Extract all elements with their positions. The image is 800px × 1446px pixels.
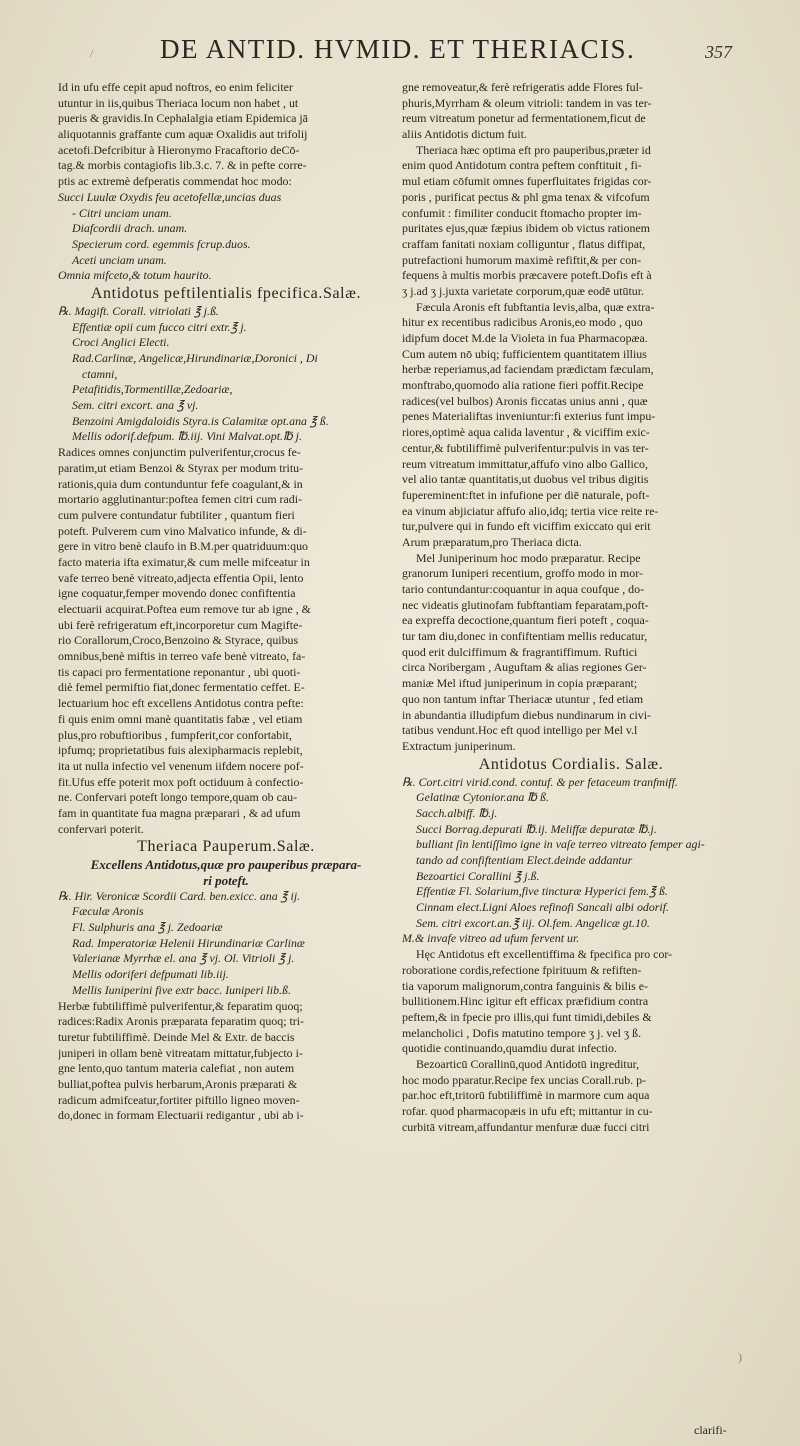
text-line: juniperi in ollam benè vitreatam mittatur,fubjecto i- bbox=[58, 1045, 303, 1060]
text-line: Specierum cord. egemmis fcrup.duos. bbox=[72, 236, 251, 251]
text-line: maniæ Mel iftud juniperinum in copia præparant; bbox=[402, 676, 638, 691]
text-line: reum vitreatum ponetur ad fermentationem,ficut de bbox=[402, 111, 646, 126]
text-line: putrefactioni humorum maximè refiftit,& per con- bbox=[402, 252, 642, 267]
text-line: Sacch.albiff. ℔.j. bbox=[416, 805, 498, 820]
text-line: aliquotannis graffante cum aquæ Oxalidis aut trifolij bbox=[58, 127, 308, 142]
text-line: ea vinum abjiciatur affufo alio,idq; tertia vice reite re- bbox=[402, 503, 659, 518]
text-line: granorum Iuniperi recentium, groffo modo in mor- bbox=[402, 566, 643, 581]
text-line: Mellis odorif.defpum. ℔.iij. Vini Malvat.opt.℔ j. bbox=[72, 429, 302, 444]
section-heading: ri poteft. bbox=[203, 873, 249, 888]
text-line: quod erit dulciffimum & fragrantiffimum. Ruftici bbox=[402, 644, 638, 659]
text-line: ita ut nulla infectio vel venenum iifdem nocere pof- bbox=[58, 758, 304, 773]
text-line: ℞. Cort.citri virid.cond. contuf. & per fetaceum tranfmiff. bbox=[402, 774, 678, 789]
text-line: Hęc Antidotus eft excellentiffima & fpecifica pro cor- bbox=[416, 947, 673, 962]
section-heading: Excellens Antidotus,quæ pro pauperibus præpara- bbox=[90, 857, 362, 873]
text-line: ctamni, bbox=[82, 366, 118, 381]
text-line: Radices omnes conjunctim pulverifentur,crocus fe- bbox=[58, 445, 301, 460]
text-line: poteft. Pulverem cum vino Malvatico infunde, & di- bbox=[58, 523, 307, 538]
text-line: hoc modo pparatur.Recipe fex uncias Corall.rub. p- bbox=[402, 1072, 647, 1087]
text-line: craffam fanitati noxiam colliguntur , flatus diffipat, bbox=[402, 236, 646, 251]
text-line: enim quod Antidotum contra peftem conftituit , fi- bbox=[402, 158, 642, 173]
text-line: quo non tantum inftar Theriacæ utuntur , fed etiam bbox=[402, 691, 644, 706]
text-line: plus,pro robuftioribus , fumpferit,cor confortabit, bbox=[58, 727, 292, 742]
text-line: Cinnam elect.Ligni Aloes refinofi Sancali albi odorif. bbox=[416, 900, 669, 915]
text-line: mul etiam cōfumit omnes fuperfluitates frigidas cor- bbox=[402, 174, 652, 189]
text-line: fupereminent:ftet in infufione per diē naturale, poft- bbox=[402, 487, 650, 502]
text-line: Aceti unciam unam. bbox=[72, 252, 167, 267]
text-line: Valerianæ Myrrhæ el. ana ℥ vj. Ol. Vitrioli ℥ j. bbox=[72, 951, 295, 966]
text-line: Id in ufu effe cepit apud noftros, eo enim feliciter bbox=[58, 80, 293, 94]
text-line: herbæ reperiamus,ad faciendam prædictam fæculam, bbox=[402, 362, 654, 377]
text-line: Mellis Iuniperini five extr bacc. Iuniperi lib.ß. bbox=[72, 982, 291, 997]
text-line: vafe terreo benè vitreato,adjecta effentia Opii, lento bbox=[58, 570, 304, 585]
text-line: Bezoarticū Corallinū,quod Antidotū ingreditur, bbox=[416, 1056, 640, 1071]
text-line: ℞. Magift. Corall. vitriolati ℥ j.ß. bbox=[58, 303, 219, 318]
text-line: ℞. Hir. Veronicæ Scordii Card. ben.exicc. ana ℥ ij. bbox=[58, 888, 301, 903]
text-line: tario contundantur:coquantur in aqua coufque , do- bbox=[402, 582, 645, 596]
text-line: ipfumq; proprietatibus fuis alexipharmacis replebit, bbox=[58, 743, 303, 758]
text-line: Mel Juniperinum hoc modo præparatur. Recipe bbox=[416, 550, 641, 565]
text-line: Fl. Sulphuris ana ℥ j. Zedoariæ bbox=[72, 920, 223, 935]
text-line: Rad.Carlinæ, Angelicæ,Hirundinariæ,Doronici , Di bbox=[72, 351, 318, 365]
text-line: - Citri unciam unam. bbox=[72, 205, 172, 220]
text-line: idipfum docet M.de la Violeta in fua Pharmacopæa. bbox=[402, 331, 648, 345]
text-line: peftem,& in fpecie pro illis,qui funt timidi,debiles & bbox=[402, 1009, 652, 1024]
text-line: ʒ j.ad ʒ j.juxta varietate corporum,quæ eodē utūtur. bbox=[402, 283, 645, 298]
text-line: Succi Luulæ Oxydis feu acetofellæ,uncias duas bbox=[58, 189, 282, 204]
section-heading: Antidotus peftilentialis fpecifica.Salæ. bbox=[90, 284, 362, 302]
text-line: confumit : fimiliter conducit ftomacho propter im- bbox=[402, 205, 642, 220]
text-line: tag.& morbis contagiofis lib.3.c. 7. & in pefte corre- bbox=[58, 158, 307, 173]
text-line: Herbæ fubtiliffimè pulverifentur,& feparatim quoq; bbox=[58, 998, 303, 1013]
text-line: circa Noribergam , Auguftam & alias regiones Ger- bbox=[402, 660, 647, 675]
left-column bbox=[58, 80, 394, 1124]
text-line: tur tam diu,donec in confiftentiam mellis reducatur, bbox=[402, 629, 648, 644]
catchword: clarifi- bbox=[694, 1423, 727, 1437]
text-line: hitur ex recentibus radicibus Aronis,eo modo , quo bbox=[402, 315, 643, 330]
text-line: tando ad confiftentiam Elect.deinde addantur bbox=[416, 853, 633, 867]
text-line: phuris,Myrrham & oleum vitrioli: tandem in vas ter- bbox=[402, 95, 652, 110]
section-heading: Antidotus Cordialis. Salæ. bbox=[478, 755, 664, 773]
text-line: Fæculæ Aronis bbox=[72, 904, 144, 919]
text-line: poris , purificat pectus & phl gma tenax & vifcofum bbox=[402, 189, 650, 204]
text-line: ubi ferè refrigeratum eft,incorporetur cum Magifte- bbox=[58, 617, 303, 632]
text-line: gere in vitro benè claufo in B.M.per quatriduum:quo bbox=[58, 539, 308, 554]
text-line: tis capaci pro fermentatione reponantur , ubi quoti- bbox=[58, 664, 301, 679]
text-line: fequens à multis morbis præcavere poteft.Dofis eft à bbox=[402, 268, 652, 283]
text-line: puritates ejus,quæ fæpius ibidem ob victus rationem bbox=[402, 221, 651, 236]
text-line: roboratione cordis,refectione fpirituum & refiften- bbox=[402, 962, 642, 977]
text-line: monftrabo,quomodo alia ratione fieri poffit.Recipe bbox=[402, 378, 644, 393]
text-line: gne removeatur,& ferè refrigeratis adde Flores ful- bbox=[402, 80, 643, 94]
text-line: radicum admifceatur,fortiter piftillo ligneo moven- bbox=[58, 1092, 300, 1107]
text-line: Mellis odoriferi defpumati lib.iij. bbox=[72, 967, 229, 982]
text-line: Petafitidis,Tormentillæ,Zedoariæ, bbox=[72, 382, 233, 397]
text-line: tia vaporum malignorum,contra fanguinis & bilis e- bbox=[402, 978, 649, 993]
text-line: lectuarium hoc eft excellens Antidotus contra pefte: bbox=[58, 696, 304, 711]
text-line: Croci Anglici Electi. bbox=[72, 335, 170, 350]
text-line: do,donec in formam Electuarii redigantur , ubi ab i- bbox=[58, 1108, 304, 1123]
text-line: fi quis enim omni manè quantitatis fabæ , vel etiam bbox=[58, 711, 303, 726]
text-line: Diafcordii drach. unam. bbox=[72, 221, 188, 236]
text-line: ne. Confervari poteft longo tempore,quam ob cau- bbox=[58, 790, 298, 805]
text-line: fam in quantitate fua magna præparari , & ad ufum bbox=[58, 805, 301, 820]
right-column bbox=[402, 80, 740, 1135]
text-line: rio Corallorum,Croco,Benzoino & Styrace, quibus bbox=[58, 633, 299, 648]
text-line: Sem. citri excort. ana ℥ vj. bbox=[72, 398, 199, 413]
text-line: ptis ac extremè defperatis commendat hoc modo: bbox=[58, 174, 292, 189]
text-line: turetur fubtiliffimè. Deinde Mel & Extr. de baccis bbox=[58, 1029, 295, 1044]
text-line: melancholici , Dofis matutino tempore ʒ j. vel ʒ ß. bbox=[402, 1025, 642, 1040]
text-line: bullitionem.Hinc igitur eft efficax præfidium contra bbox=[402, 994, 649, 1009]
text-line: Rad. Imperatoriæ Helenii Hirundinariæ Carlinæ bbox=[72, 935, 305, 950]
section-heading: Theriaca Pauperum.Salæ. bbox=[137, 838, 315, 856]
text-line: radices:Radix Aronis præparata feparatim quoq; tri- bbox=[58, 1014, 304, 1029]
text-line: diè femel permiftio fiat,donec fermentatio ceffet. E- bbox=[58, 680, 305, 695]
text-line: acetofi.Defcribitur à Hieronymo Fracaftorio deCō- bbox=[58, 142, 300, 157]
text-line: penes Materialiftas inveniuntur:fi exterius funt impu- bbox=[402, 409, 656, 424]
text-line: fit.Ufus effe poterit mox poft octiduum à confectio- bbox=[58, 774, 304, 789]
text-line: riores,optimè aqua calida laventur , & viciffim exic- bbox=[402, 425, 650, 440]
text-line: Omnia mifceto,& totum haurito. bbox=[58, 268, 212, 283]
text-line: Effentiæ Fl. Solarium,five tincturæ Hyperici fem.℥ ß. bbox=[416, 884, 668, 899]
text-line: gne lento,quo tantum materia calefiat , non autem bbox=[58, 1061, 295, 1076]
text-line: tatibus vendunt.Hoc eft quod intelligo per Mel v.l bbox=[402, 723, 638, 738]
text-line: reum vitreatum immittatur,affufo vino albo Gallico, bbox=[402, 456, 648, 471]
text-line: vel alio tantæ quantitatis,ut duobus vel tribus digitis bbox=[402, 472, 649, 487]
text-line: centur,& fubtiliffimè pulverifentur:pulvis in vas ter- bbox=[402, 440, 649, 455]
text-line: curbitā vitream,affundantur menfuræ duæ fucci citri bbox=[402, 1119, 650, 1134]
text-line: in abundantia illudipfum diebus nundinarum in civi- bbox=[402, 707, 652, 722]
text-line: pueris & gravidis.In Cephalalgia etiam Epidemica jā bbox=[58, 111, 308, 126]
text-line: rofar. quod pharmacopæis in ufu eft; mittantur in cu- bbox=[402, 1104, 653, 1118]
text-line: Sem. citri excort.an.℥ iij. Ol.fem. Angelicæ gt.10. bbox=[416, 915, 650, 930]
margin-mark: ) bbox=[738, 1350, 742, 1364]
text-line: nec videatis glutinofam fubftantiam feparatam,poft- bbox=[402, 597, 649, 612]
text-line: Succi Borrag.depurati ℔.ij. Meliffæ depuratæ ℔.j. bbox=[416, 821, 657, 836]
text-line: M.& invafe vitreo ad ufum fervent ur. bbox=[402, 931, 580, 946]
text-line: omnibus,benè miftis in terreo vafe benè vitreato, fa- bbox=[58, 649, 306, 664]
text-line: facto materia ifta eximatur,& cum melle mifceatur in bbox=[58, 554, 310, 569]
page-number: 357 bbox=[705, 42, 732, 62]
text-line: bulliant ſin lentiſſimo igne in vaſe terreo vitreato femper agi- bbox=[416, 837, 705, 852]
text-line: Theriaca hæc optima eft pro pauperibus,præter id bbox=[416, 142, 651, 157]
text-line: quotidie continuando,quamdiu durat infectio. bbox=[402, 1041, 617, 1056]
text-line: Benzoini Amigdaloidis Styra.is Calamitæ opt.ana ℥ ß. bbox=[72, 413, 329, 428]
text-line: mortario agglutinantur:poftea femen citri cum radi- bbox=[58, 492, 302, 507]
text-line: igne coquatur,femper movendo donec confiftentia bbox=[58, 586, 296, 601]
text-line: utuntur in iis,quibus Theriaca locum non habet , ut bbox=[58, 95, 299, 110]
text-line: ea expreffa decoctione,quantum fieri poteft , coqua- bbox=[402, 613, 649, 628]
text-line: Effentiæ opii cum fucco citri extr.℥ j. bbox=[72, 319, 247, 334]
text-line: confervari poterit. bbox=[58, 821, 144, 836]
text-line: Gelatinæ Cytonior.ana ℔ ß. bbox=[416, 790, 549, 805]
text-line: Fæcula Aronis eft fubftantia levis,alba, quæ extra- bbox=[416, 299, 655, 314]
text-line: Bezoartici Corallini ℥ j.ß. bbox=[416, 868, 540, 883]
text-line: tur,pulvere qui in fundo eft viciffim exiccato qui erit bbox=[402, 519, 651, 534]
text-line: rationis,quia dum contunduntur fefe coagulant,& in bbox=[58, 476, 303, 491]
text-line: Extractum juniperinum. bbox=[402, 738, 516, 753]
text-line: radices(vel bulbos) Aronis ficcatas unius anni , quæ bbox=[402, 393, 648, 408]
text-line: paratim,ut etiam Benzoi & Styrax per modum tritu- bbox=[58, 460, 304, 475]
text-line: electuarii acquirat.Poftea eum remove tur ab igne , & bbox=[58, 602, 311, 616]
text-line: Arum præparatum,pro Theriaca dicta. bbox=[402, 534, 582, 549]
text-line: aliis Antidotis dictum fuit. bbox=[402, 127, 527, 142]
ink-mark: / bbox=[90, 46, 94, 60]
running-head: DE ANTID. HVMID. ET THERIACIS. bbox=[160, 34, 636, 64]
page-header bbox=[0, 30, 800, 70]
text-line: cum pulvere contundatur fubtiliter , quantum fieri bbox=[58, 507, 295, 522]
text-line: bulliat,poftea pulvis herbarum,Aronis præparati & bbox=[58, 1076, 298, 1091]
text-line: par.hoc eft,tritorū fubtiliffimè in marmore cum aqua bbox=[402, 1088, 650, 1103]
text-line: Cum autem nō ubiq; fufficientem quantitatem illius bbox=[402, 346, 647, 361]
